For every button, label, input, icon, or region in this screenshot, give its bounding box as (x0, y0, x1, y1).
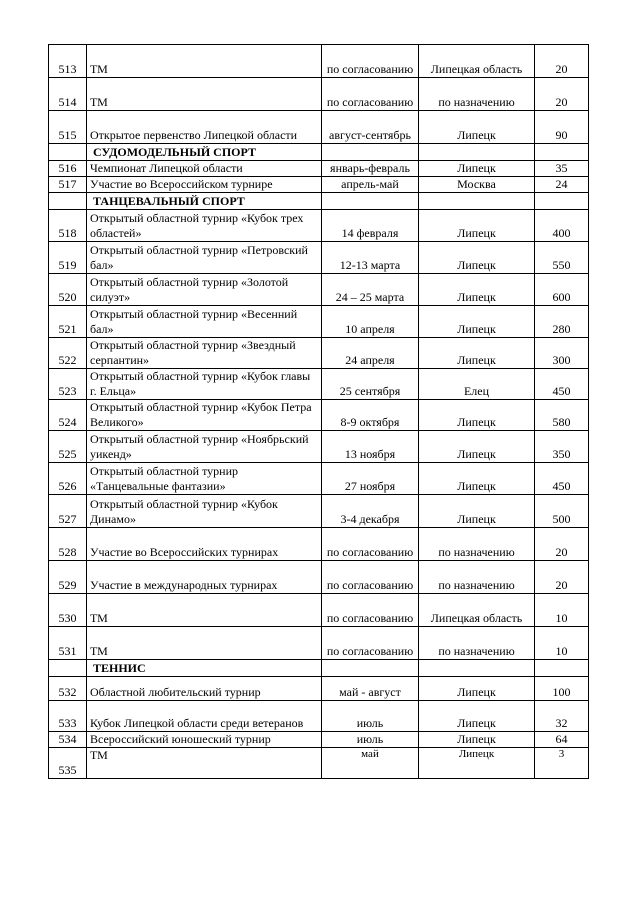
row-number: 518 (49, 210, 87, 242)
event-place: Липецк (419, 306, 535, 338)
section-empty-cell (419, 193, 535, 210)
event-date: май - август (322, 677, 419, 701)
participant-count: 90 (535, 111, 589, 144)
event-place: Липецк (419, 748, 535, 779)
event-place: Липецк (419, 701, 535, 732)
table-row (49, 111, 589, 144)
event-name: ТМ (87, 594, 322, 627)
participant-count: 550 (535, 242, 589, 274)
event-date: 3-4 декабря (322, 495, 419, 528)
event-date: по согласованию (322, 627, 419, 660)
event-name: Кубок Липецкой области среди ветеранов (87, 701, 322, 732)
participant-count: 10 (535, 594, 589, 627)
row-number: 513 (49, 45, 87, 78)
event-date: 25 сентября (322, 369, 419, 400)
event-place: по назначению (419, 561, 535, 594)
section-empty-cell (419, 144, 535, 161)
event-place: Липецкая область (419, 594, 535, 627)
event-name: Участие во Всероссийских турнирах (87, 528, 322, 561)
event-place: Липецк (419, 495, 535, 528)
table-row (49, 431, 589, 463)
event-date: май (322, 748, 419, 779)
section-title: ТАНЦЕВАЛЬНЫЙ СПОРТ (87, 193, 322, 210)
event-name: Открытый областной турнир «Кубок главы г. Ельца» (87, 369, 322, 400)
table-row (49, 627, 589, 660)
events-table (48, 44, 589, 779)
event-name: Участие в международных турнирах (87, 561, 322, 594)
event-place: Липецк (419, 242, 535, 274)
section-header-row (49, 144, 589, 161)
participant-count: 580 (535, 400, 589, 431)
event-date: 24 апреля (322, 338, 419, 369)
table-row (49, 78, 589, 111)
table-row (49, 594, 589, 627)
section-empty-cell (322, 193, 419, 210)
event-place: Липецк (419, 463, 535, 495)
participant-count: 300 (535, 338, 589, 369)
table-row (49, 748, 589, 779)
event-name: Открытый областной турнир «Золотой силуэт» (87, 274, 322, 306)
event-place: Липецкая область (419, 45, 535, 78)
event-date: по согласованию (322, 78, 419, 111)
table-row (49, 495, 589, 528)
participant-count: 20 (535, 528, 589, 561)
participant-count: 450 (535, 369, 589, 400)
event-place: Липецк (419, 338, 535, 369)
event-date: июль (322, 701, 419, 732)
event-date: 10 апреля (322, 306, 419, 338)
table-row (49, 306, 589, 338)
section-empty-cell (322, 144, 419, 161)
events-table-body (49, 45, 589, 779)
row-number: 524 (49, 400, 87, 431)
row-number: 520 (49, 274, 87, 306)
participant-count: 20 (535, 561, 589, 594)
participant-count: 32 (535, 701, 589, 732)
event-place: по назначению (419, 528, 535, 561)
section-empty-cell (419, 660, 535, 677)
row-number: 516 (49, 161, 87, 177)
table-row (49, 400, 589, 431)
event-place: по назначению (419, 627, 535, 660)
event-name: Открытый областной турнир «Петровский бал» (87, 242, 322, 274)
event-name: Участие во Всероссийском турнире (87, 177, 322, 193)
event-place: по назначению (419, 78, 535, 111)
section-empty-cell (49, 193, 87, 210)
event-name: ТМ (87, 627, 322, 660)
row-number: 535 (49, 748, 87, 779)
participant-count: 600 (535, 274, 589, 306)
event-place: Липецк (419, 111, 535, 144)
row-number: 534 (49, 732, 87, 748)
event-name: Всероссийский юношеский турнир (87, 732, 322, 748)
row-number: 517 (49, 177, 87, 193)
event-name: Открытое первенство Липецкой области (87, 111, 322, 144)
event-date: 13 ноября (322, 431, 419, 463)
event-name: ТМ (87, 78, 322, 111)
participant-count: 100 (535, 677, 589, 701)
table-row (49, 177, 589, 193)
participant-count: 450 (535, 463, 589, 495)
event-name: ТМ (87, 45, 322, 78)
participant-count: 20 (535, 78, 589, 111)
row-number: 527 (49, 495, 87, 528)
event-date: 8-9 октября (322, 400, 419, 431)
section-empty-cell (49, 144, 87, 161)
row-number: 515 (49, 111, 87, 144)
participant-count: 64 (535, 732, 589, 748)
participant-count: 500 (535, 495, 589, 528)
table-row (49, 161, 589, 177)
event-name: ТМ (87, 748, 322, 779)
table-row (49, 338, 589, 369)
event-date: 14 февраля (322, 210, 419, 242)
event-place: Москва (419, 177, 535, 193)
participant-count: 350 (535, 431, 589, 463)
section-empty-cell (535, 660, 589, 677)
section-empty-cell (49, 660, 87, 677)
event-place: Елец (419, 369, 535, 400)
row-number: 514 (49, 78, 87, 111)
row-number: 523 (49, 369, 87, 400)
table-row (49, 274, 589, 306)
row-number: 521 (49, 306, 87, 338)
event-date: по согласованию (322, 561, 419, 594)
event-date: по согласованию (322, 594, 419, 627)
row-number: 533 (49, 701, 87, 732)
participant-count: 20 (535, 45, 589, 78)
table-row (49, 561, 589, 594)
row-number: 528 (49, 528, 87, 561)
participant-count: 35 (535, 161, 589, 177)
document-page (48, 44, 588, 779)
table-row (49, 701, 589, 732)
event-date: июль (322, 732, 419, 748)
event-name: Открытый областной турнир «Кубок трех областей» (87, 210, 322, 242)
row-number: 519 (49, 242, 87, 274)
section-empty-cell (535, 193, 589, 210)
event-place: Липецк (419, 161, 535, 177)
event-date: по согласованию (322, 45, 419, 78)
table-row (49, 528, 589, 561)
section-title: СУДОМОДЕЛЬНЫЙ СПОРТ (87, 144, 322, 161)
event-date: 12-13 марта (322, 242, 419, 274)
section-header-row (49, 193, 589, 210)
table-row (49, 732, 589, 748)
event-place: Липецк (419, 400, 535, 431)
event-name: Открытый областной турнир «Кубок Динамо» (87, 495, 322, 528)
participant-count: 3 (535, 748, 589, 779)
row-number: 531 (49, 627, 87, 660)
event-name: Областной любительский турнир (87, 677, 322, 701)
row-number: 525 (49, 431, 87, 463)
event-name: Открытый областной турнир «Звездный серпантин» (87, 338, 322, 369)
event-date: 27 ноября (322, 463, 419, 495)
table-row (49, 677, 589, 701)
row-number: 526 (49, 463, 87, 495)
event-name: Открытый областной турнир «Весенний бал» (87, 306, 322, 338)
event-name: Открытый областной турнир «Кубок Петра Великого» (87, 400, 322, 431)
section-empty-cell (322, 660, 419, 677)
table-row (49, 369, 589, 400)
row-number: 522 (49, 338, 87, 369)
event-date: январь-февраль (322, 161, 419, 177)
event-place: Липецк (419, 431, 535, 463)
row-number: 529 (49, 561, 87, 594)
event-date: 24 – 25 марта (322, 274, 419, 306)
event-date: август-сентябрь (322, 111, 419, 144)
table-row (49, 45, 589, 78)
event-place: Липецк (419, 677, 535, 701)
table-row (49, 210, 589, 242)
participant-count: 280 (535, 306, 589, 338)
section-empty-cell (535, 144, 589, 161)
participant-count: 10 (535, 627, 589, 660)
row-number: 532 (49, 677, 87, 701)
event-name: Чемпионат Липецкой области (87, 161, 322, 177)
event-name: Открытый областной турнир «Ноябрьский уикенд» (87, 431, 322, 463)
event-date: по согласованию (322, 528, 419, 561)
event-place: Липецк (419, 732, 535, 748)
event-place: Липецк (419, 274, 535, 306)
section-title: ТЕННИС (87, 660, 322, 677)
section-header-row (49, 660, 589, 677)
table-row (49, 242, 589, 274)
event-name: Открытый областной турнир «Танцевальные фантазии» (87, 463, 322, 495)
event-place: Липецк (419, 210, 535, 242)
participant-count: 24 (535, 177, 589, 193)
row-number: 530 (49, 594, 87, 627)
table-row (49, 463, 589, 495)
participant-count: 400 (535, 210, 589, 242)
event-date: апрель-май (322, 177, 419, 193)
